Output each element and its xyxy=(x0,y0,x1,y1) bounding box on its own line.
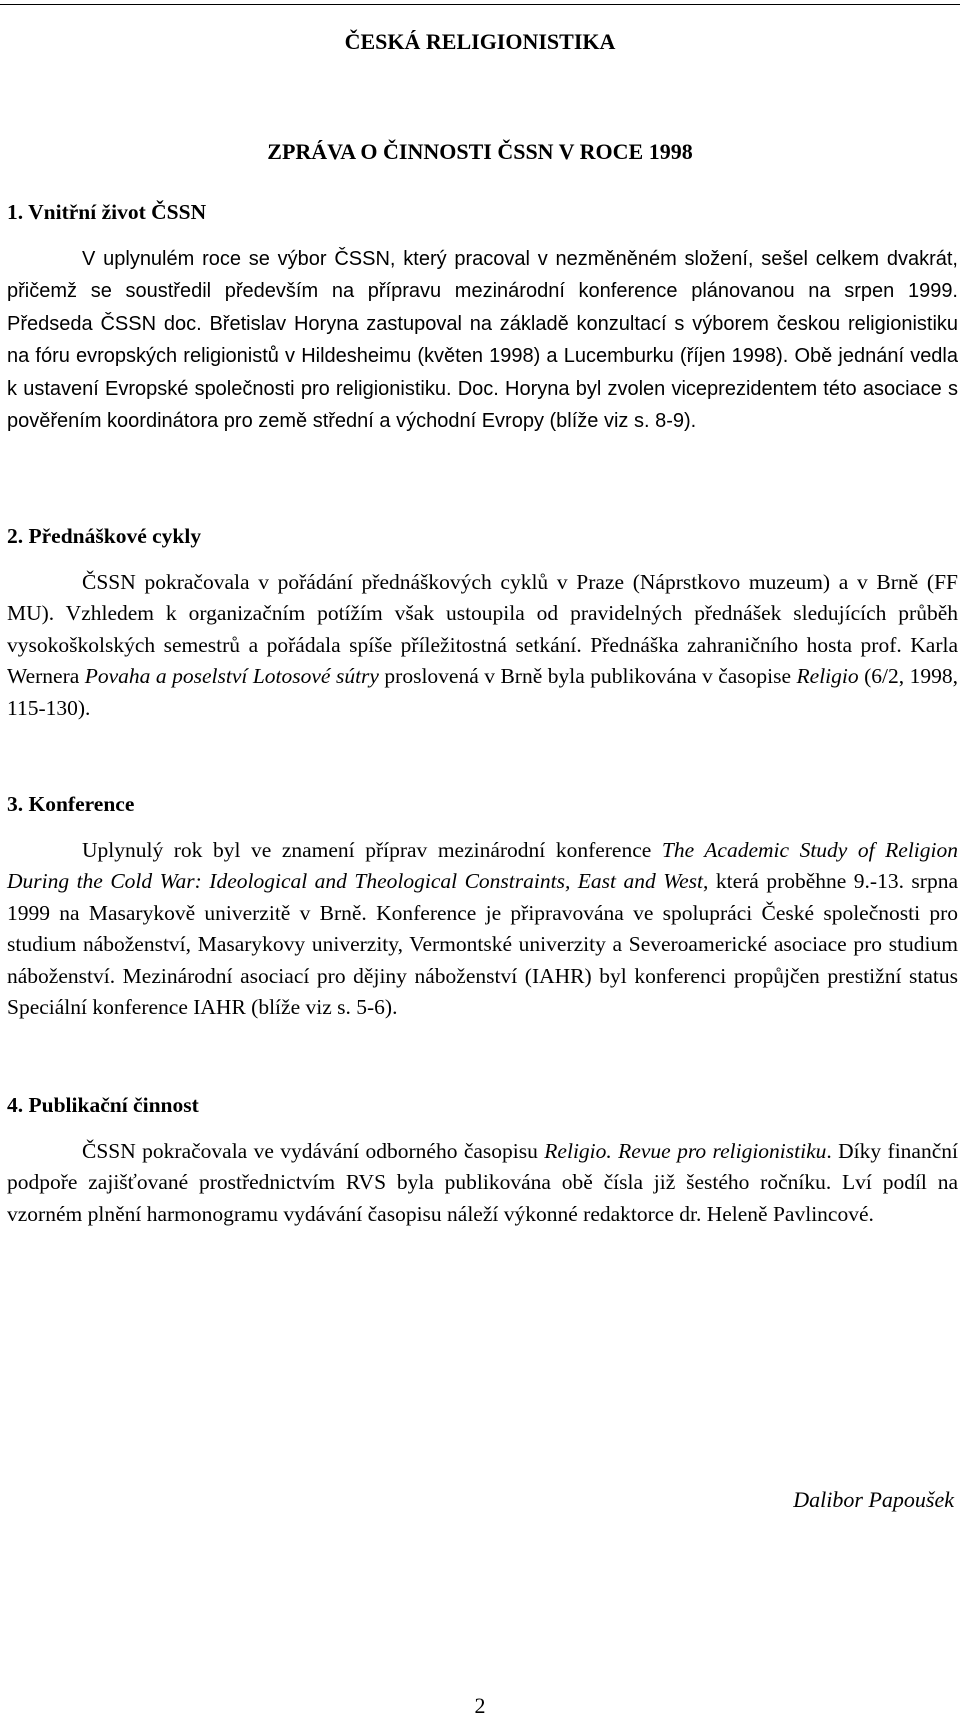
paragraph-text-sans: V uplynulém roce se výbor ČSSN, který pracoval v nezměněném složení, sešel celkem dvakrát, přičemž se soustředil především na přípravu mezinárodní konference plánovanou na srpen 1999. Předseda ČSSN doc. xyxy=(7,247,958,335)
paragraph-text: (6/2, 1998, 115-130). xyxy=(7,664,958,720)
section-paragraph xyxy=(7,567,958,725)
conference-title: The Academic Study of Religion During the Cold War: Ideological and Theological Constraints, East and West xyxy=(7,837,958,893)
paragraph-text: proslovená v Brně byla publikována v časopise xyxy=(378,664,797,688)
section-lecture-cycles xyxy=(7,521,958,724)
section-paragraph xyxy=(7,1136,958,1231)
paragraph-text: ČSSN pokračovala v pořádání přednáškových cyklů v Praze (Náprstkovo muzeum) a v Brně (FF MU). Vzhledem k organizačním potížím však ustoupila od pravidelných přednášek sledujících průběh vysokoškolských semestrů a pořádala spíše příležitostná setkání. Přednáška zahraničního hosta prof. Karla Wernera xyxy=(7,569,958,688)
section-heading: 3. Konference xyxy=(7,792,135,816)
page-number: 2 xyxy=(474,1693,486,1718)
author-signature: Dalibor Papoušek xyxy=(793,1487,954,1512)
journal-title: Religio. Revue pro religionistiku xyxy=(544,1138,827,1163)
journal-title: Religio xyxy=(796,664,859,688)
paragraph-text: Uplynulý rok byl ve znamení příprav mezinárodní konference xyxy=(82,837,662,862)
report-title: ZPRÁVA O ČINNOSTI ČSSN V ROCE 1998 xyxy=(267,139,693,164)
top-rule xyxy=(0,4,960,5)
section-heading: 2. Přednáškové cykly xyxy=(7,524,202,548)
paragraph-text-sans: Břetislav Horyna zastupoval na základě konzultací s výborem českou religionistiku na fóru evropských religionistů v Hildesheimu (květen 1998) a Lucemburku (říjen 1998). Obě jednání vedla k ustavení Evropské společnosti pro religionistiku. Doc. Horyna byl zvolen viceprezidentem této asociace s pověřením koordinátora pro země střední a východní Evropy (blíže viz s. 8-9). xyxy=(7,312,959,432)
section-internal-life xyxy=(7,197,958,438)
section-heading: 4. Publikační činnost xyxy=(7,1093,199,1117)
paragraph-text: ČSSN pokračovala ve vydávání odborného časopisu xyxy=(82,1138,545,1163)
section-heading: 1. Vnitřní život ČSSN xyxy=(7,200,207,224)
lecture-title: Povaha a poselství Lotosové sútry xyxy=(84,664,379,688)
running-header: ČESKÁ RELIGIONISTIKA xyxy=(344,29,616,54)
section-conference xyxy=(7,789,958,1024)
section-paragraph xyxy=(7,243,958,438)
paragraph-text: . Díky finanční podpoře zajišťované prostřednictvím RVS byla publikována obě čísla již šestého ročníku. Lví podíl na vzorném plnění harmonogramu vydávání časopisu náleží výkonné redaktorce dr. Heleně Pavlincové. xyxy=(7,1138,958,1226)
section-publications xyxy=(7,1090,958,1230)
paragraph-text: , která proběhne 9.-13. srpna 1999 na Masarykově univerzitě v Brně. Konference je připravována ve spolupráci České společnosti pro studium náboženství, Masarykovy univerzity, Vermontské univerzity a Severoamerické asociace pro studium náboženství. Mezinárodní asociací pro dějiny náboženství (IAHR) byl konferenci propůjčen prestižní status Speciální konference IAHR (blíže viz s. 5-6). xyxy=(7,869,958,1019)
section-paragraph xyxy=(7,835,958,1024)
